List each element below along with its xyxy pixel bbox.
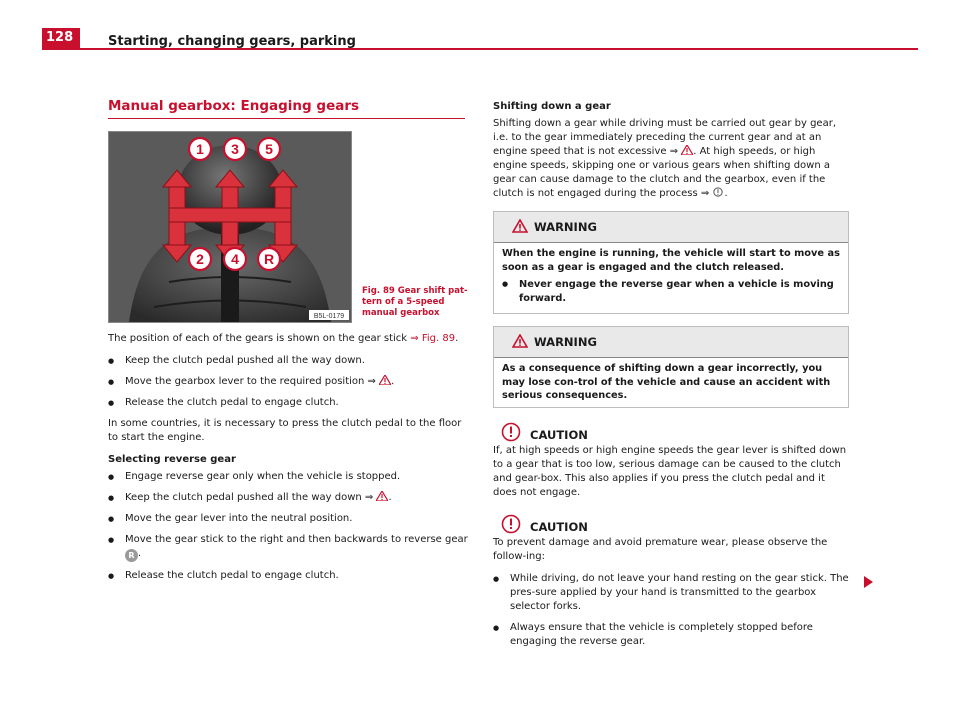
list-item: ● Keep the clutch pedal pushed all the way down ⇒ . xyxy=(108,491,468,505)
page-number: 128 xyxy=(42,28,80,48)
list-item: ● Move the gearbox lever to the required position ⇒ . xyxy=(108,375,468,389)
paragraph: In some countries, it is necessary to press the clutch pedal to the floor to start the engine. xyxy=(108,418,462,443)
warning-triangle-icon[interactable] xyxy=(681,145,693,155)
gear-label-2: 2 xyxy=(196,251,204,267)
warning-box-body xyxy=(494,243,848,313)
list-item: ● Release the clutch pedal to engage clutch. xyxy=(108,396,468,410)
reverse-gear-badge: R xyxy=(125,549,138,562)
caution-circle-icon xyxy=(501,422,521,442)
caution-text: If, at high speeds or high engine speeds the gear lever is shifted down to a gear that is too low, serious damage can be caused to the clutch and gear-box. This also applies if you press the clutch pedal and it does not engage. xyxy=(493,444,847,498)
list-item: ● Release the clutch pedal to engage clutch. xyxy=(108,569,468,583)
warning-box-header xyxy=(494,212,848,243)
next-page-arrow-icon[interactable] xyxy=(864,576,873,588)
caution-header xyxy=(493,514,849,536)
list-item: ● Always ensure that the vehicle is completely stopped before engaging the reverse gear. xyxy=(493,621,849,649)
section-rule xyxy=(108,118,465,119)
warning-box xyxy=(493,326,849,408)
left-column xyxy=(108,332,468,590)
list-item: ● Move the gear lever into the neutral position. xyxy=(108,512,468,526)
warning-label: WARNING xyxy=(534,335,597,349)
list-item: ● Move the gear stick to the right and then backwards to reverse gear R . xyxy=(108,533,468,562)
intro-text: The position of each of the gears is shown on the gear stick xyxy=(108,333,408,344)
warning-text: When the engine is running, the vehicle will start to move as soon as a gear is engaged and the clutch released. xyxy=(502,248,840,273)
gear-label-4: 4 xyxy=(231,251,239,267)
downshift-paragraph: Shifting down a gear while driving must be carried out gear by gear, i.e. to the gear immediately preceding the current gear and at an engine speed that is not excessive ⇒ . At high speeds, or high engine speeds, skipping one or various gears when shifting down a gear can cause damage to the clutch and the gearbox, even if the clutch is not engaged during the process ⇒ . xyxy=(493,118,836,199)
chapter-title: Starting, changing gears, parking xyxy=(108,34,356,49)
list-item: ● Engage reverse gear only when the vehicle is stopped. xyxy=(108,470,468,484)
warning-label: WARNING xyxy=(534,220,597,234)
caution-circle-icon[interactable] xyxy=(712,187,724,197)
warning-box xyxy=(493,211,849,314)
gear-shift-illustration xyxy=(109,132,351,322)
caution-text: To prevent damage and avoid premature wear, please observe the follow-ing: xyxy=(493,536,828,562)
intro-paragraph xyxy=(108,332,468,346)
right-column xyxy=(493,100,849,656)
gear-label-r: R xyxy=(263,251,275,267)
caution-header xyxy=(493,422,849,444)
gear-label-5: 5 xyxy=(265,141,273,157)
gear-label-3: 3 xyxy=(231,141,239,157)
subheading: Shifting down a gear xyxy=(493,101,611,112)
figure-caption: Fig. 89 Gear shift pat-tern of a 5-speed manual gearbox xyxy=(362,286,468,318)
gear-shift-figure xyxy=(108,131,352,323)
caution-label: CAUTION xyxy=(530,427,588,442)
figure-code: B5L-0179 xyxy=(313,313,345,320)
warning-box-body: As a consequence of shifting down a gear incorrectly, you may lose con-trol of the vehicle and cause an accident with serious consequences. xyxy=(502,363,831,401)
list-item: ● While driving, do not leave your hand resting on the gear stick. The pres-sure applied by your hand is transmitted to the gearbox selector forks. xyxy=(493,572,849,614)
list-item: ● Keep the clutch pedal pushed all the way down. xyxy=(108,354,468,368)
section-title: Manual gearbox: Engaging gears xyxy=(108,98,360,114)
caution-label: CAUTION xyxy=(530,519,588,534)
subheading: Selecting reverse gear xyxy=(108,454,236,465)
figure-reference-link[interactable]: ⇒ Fig. 89 xyxy=(410,333,456,344)
list-item: ● Never engage the reverse gear when a vehicle is moving forward. xyxy=(502,278,840,305)
intro-end: . xyxy=(455,333,459,344)
warning-box-header xyxy=(494,327,848,358)
warning-triangle-icon xyxy=(512,219,528,233)
warning-triangle-icon[interactable] xyxy=(376,491,388,501)
gear-label-1: 1 xyxy=(196,141,204,157)
caution-circle-icon xyxy=(501,514,521,534)
warning-triangle-icon xyxy=(512,334,528,348)
warning-triangle-icon[interactable] xyxy=(379,375,391,385)
